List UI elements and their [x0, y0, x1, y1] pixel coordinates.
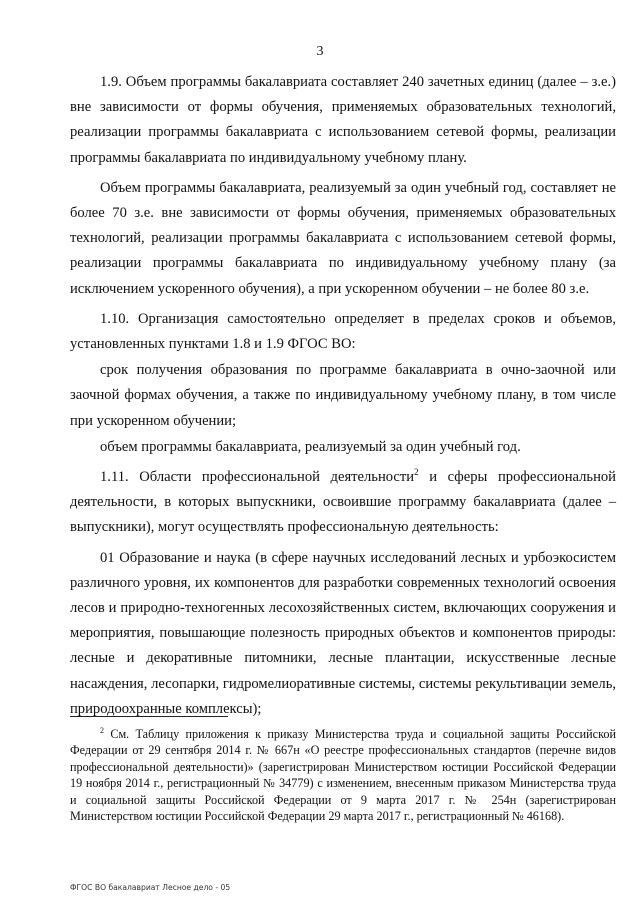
paragraph-area-01: 01 Образование и наука (в сфере научных исследований лесных и урбоэкосистем различного уровня, их компонентов для разработки современных технологий освоения лесов и природно-техногенных лесохозяйственных систем, включающих сооружения и мероприятия, повышающие полезность природных объектов и компонентов природы: лесные и декоративные питомники, лесные плантации, искусственные лесные насаждения, лесопарки, гидромелиоративные системы, системы рекультивации земель, природоохранные комплексы); — [70, 549, 616, 717]
paragraph-annual-volume: Объем программы бакалавриата, реализуемый за один учебный год, составляет не более 70 з.е. вне зависимости от формы обучения, применяемых образовательных технологий, реализации программы бакалавриата с использованием сетевой формы, реализации программы бакалавриата по индивидуальному учебному плану (за исключением ускоренного обучения), а при ускоренном обучении – не более 80 з.е. — [70, 179, 616, 297]
footnote-reference: 2 — [414, 467, 419, 478]
footnote-divider — [70, 716, 228, 717]
footnote — [70, 726, 616, 824]
paragraph-1-11 — [70, 465, 616, 541]
paragraph-1-9: 1.9. Объем программы бакалавриата составляет 240 зачетных единиц (далее – з.е.) вне зависимости от формы обучения, применяемых образовательных технологий, реализации программы бакалавриата с использованием сетевой формы, реализации программы бакалавриата по индивидуальному учебному плану. — [70, 74, 616, 166]
page-number: 3 — [316, 44, 324, 59]
list-item-annual-volume: объем программы бакалавриата, реализуемый за один учебный год. — [100, 438, 521, 455]
paragraph-1-11-text-end: и сферы профессиональной деятельности, в которых выпускники, освоившие программу бакалавриата (далее – выпускники), могут осуществлять профессиональную деятельность: — [70, 469, 616, 536]
document-body — [70, 70, 616, 727]
footnote-mark: 2 — [100, 725, 104, 735]
paragraph-1-10: 1.10. Организация самостоятельно определяет в пределах сроков и объемов, установленных пунктами 1.8 и 1.9 ФГОС ВО: — [70, 310, 616, 353]
footnote-text: См. Таблицу приложения к приказу Министерства труда и социальной защиты Российской Федерации от 29 сентября 2014 г. № 667н «О реестре профессиональных стандартов (перечне видов профессиональной деятельности)» (зарегистрирован Министерством юстиции Российской Федерации 19 ноября 2014 г., регистрационный № 34779) с изменением, внесенным приказом Министерства труда и социальной защиты Российской Федерации от 9 марта 2017 г. № 254н (зарегистрирован Министерством юстиции Российской Федерации 29 марта 2017 г., регистрационный № 46168). — [70, 727, 616, 824]
footnote-2 — [70, 726, 616, 824]
paragraph-1-11-text-start: 1.11. Области профессиональной деятельности — [100, 469, 415, 486]
document-footer-label: ФГОС ВО бакалавриат Лесное дело - 05 — [70, 883, 231, 892]
list-item-study-term: срок получения образования по программе бакалавриата в очно-заочной или заочной формах обучения, а также по индивидуальному учебному плану, в том числе при ускоренном обучении; — [70, 362, 616, 429]
